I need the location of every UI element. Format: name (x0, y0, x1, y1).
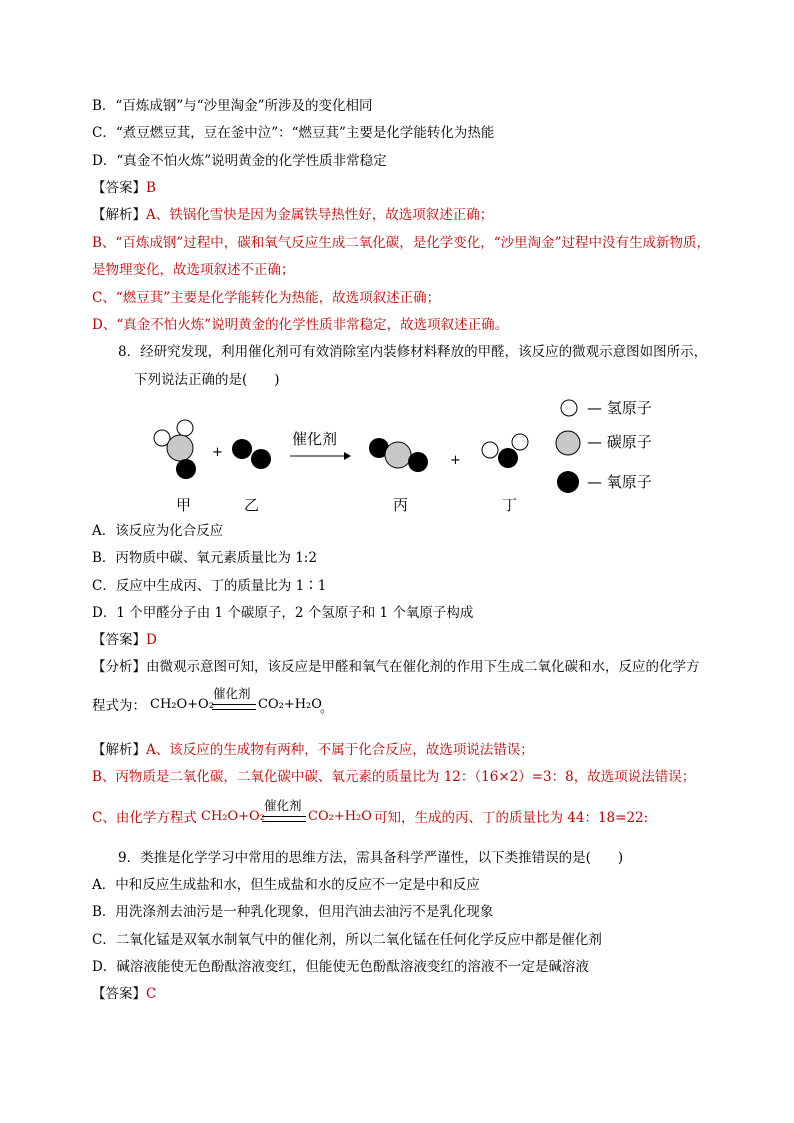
analysis-q8-c-prefix: C、由化学方程式 (92, 810, 197, 826)
answer-tag: 【答案】 (92, 180, 146, 196)
analysis-q8-1 (92, 657, 700, 677)
equation2-left: CH₂O+O₂ (201, 809, 265, 824)
option-d-q9: D．碱溶液能使无色酚酞溶液变红，但能使无色酚酞溶液变红的溶液不一定是碱溶液 (92, 959, 589, 975)
equation2-equals (262, 816, 306, 822)
arrow-label: 催化剂 (292, 430, 338, 448)
equation2-right: CO₂+H₂O (308, 809, 372, 824)
answer-value: B (146, 180, 156, 196)
analysis-q7-a (92, 205, 493, 225)
carbon-atom (385, 442, 411, 468)
analysis-q7-c: C、“燃豆萁”主要是化学能转化为热能，故选项叙述正确； (92, 290, 441, 306)
label-ding: 丁 (502, 496, 518, 514)
analysis-q7-b1: B、“百炼成钢”过程中，碳和氧气反应生成二氧化碳，是化学变化，“沙里淘金”过程中没有生成新物质， (92, 235, 711, 251)
answer-q7 (92, 178, 156, 198)
oxygen-atom (176, 459, 196, 479)
catalyst-label-2: 催化剂 (264, 798, 302, 813)
option-b-q8: B．丙物质中碳、氧元素质量比为 1:2 (92, 550, 317, 566)
analysis-text: A、铁锅化雪快是因为金属铁导热性好，故选项叙述正确； (146, 207, 494, 223)
equation-left: CH₂O+O₂ (150, 697, 214, 712)
option-a-q8: A．该反应为化合反应 (92, 523, 224, 539)
analysis-tag: 【分析】 (92, 659, 146, 675)
plus-sign: + (450, 453, 461, 468)
answer-tag: 【答案】 (92, 986, 146, 1002)
answer-value: D (146, 632, 157, 648)
analysis-tag: 【解析】 (92, 207, 146, 223)
question-9: 9．类推是化学学习中常用的思维方法，需具备科学严谨性，以下类推错误的是( ) (118, 850, 624, 866)
label-yi: 乙 (244, 496, 260, 514)
option-c-q8: C．反应中生成丙、丁的质量比为 1∶1 (92, 578, 327, 594)
hydrogen-atom (482, 442, 498, 458)
legend-oxygen: — 氧原子 (587, 473, 652, 491)
hydrogen-atom (512, 434, 528, 450)
analysis-tag: 【解析】 (92, 742, 146, 758)
arrow-head-icon (344, 452, 351, 460)
answer-q9 (92, 984, 156, 1004)
analysis-q8-a (92, 740, 534, 760)
catalyst-label: 催化剂 (213, 686, 251, 701)
molecule-bing (369, 438, 428, 472)
question-8-line2: 下列说法正确的是( ) (134, 372, 280, 388)
option-b-q9: B．用洗涤剂去油污是一种乳化现象，但用汽油去油污不是乳化现象 (92, 904, 494, 920)
carbon-atom (556, 431, 580, 455)
analysis-q7-b2: 是物理变化，故选项叙述不正确； (92, 262, 295, 278)
option-a-q9: A．中和反应生成盐和水，但生成盐和水的反应不一定是中和反应 (92, 877, 480, 893)
analysis-text: 由微观示意图可知，该反应是甲醛和氧气在催化剂的作用下生成二氧化碳和水，反应的化学方 (146, 659, 700, 675)
molecule-yi (232, 439, 271, 469)
oxygen-atom (408, 452, 428, 472)
equation-equals (212, 704, 256, 710)
oxygen-atom (251, 449, 271, 469)
option-c-q9: C．二氧化锰是双氧水制氧气中的催化剂，所以二氧化锰在任何化学反应中都是催化剂 (92, 932, 602, 948)
molecule-ding (482, 434, 528, 468)
option-d-q8: D．1 个甲醛分子由 1 个碳原子，2 个氢原子和 1 个氧原子构成 (92, 605, 474, 621)
analysis-q8-c-suffix: 可知，生成的丙、丁的质量比为 44：18=22: (374, 810, 649, 826)
option-d-q7: D．“真金不怕火炼”说明黄金的化学性质非常稳定 (92, 153, 387, 169)
hydrogen-atom (177, 420, 193, 436)
analysis-text: A、该反应的生成物有两种，不属于化合反应，故选项说法错误； (146, 742, 534, 758)
answer-value: C (146, 986, 157, 1002)
answer-q8 (92, 630, 157, 650)
oxygen-atom (498, 448, 518, 468)
oxygen-atom (232, 439, 252, 459)
reaction-diagram (140, 392, 680, 522)
molecule-jia (154, 420, 196, 479)
oxygen-atom (557, 471, 579, 493)
plus-sign: + (212, 445, 223, 460)
analysis-q7-d: D、“真金不怕火炼”说明黄金的化学性质非常稳定，故选项叙述正确。 (92, 317, 509, 333)
label-jia: 甲 (176, 496, 192, 514)
answer-tag: 【答案】 (92, 632, 146, 648)
option-b-q7: B．“百炼成钢”与“沙里淘金”所涉及的变化相同 (92, 98, 373, 114)
analysis-q8-2: 程式为： (92, 698, 146, 714)
label-bing: 丙 (393, 496, 409, 514)
legend-hydrogen: — 氢原子 (587, 399, 652, 417)
equation-end: 。 (320, 701, 334, 716)
legend (556, 399, 652, 493)
legend-carbon: — 碳原子 (587, 433, 652, 451)
analysis-q8-b: B、丙物质是二氧化碳，二氧化碳中碳、氧元素的质量比为 12：（16×2）=3：8，故选项说法错误； (92, 769, 696, 785)
hydrogen-atom (561, 400, 577, 416)
option-c-q7: C．“煮豆燃豆萁，豆在釜中泣”：“燃豆萁”主要是化学能转化为热能 (92, 125, 495, 141)
equation-right: CO₂+H₂O (258, 697, 322, 712)
carbon-atom (167, 435, 193, 461)
question-8-line1: 8．经研究发现，利用催化剂可有效消除室内装修材料释放的甲醛，该反应的微观示意图如图所示， (118, 344, 708, 360)
